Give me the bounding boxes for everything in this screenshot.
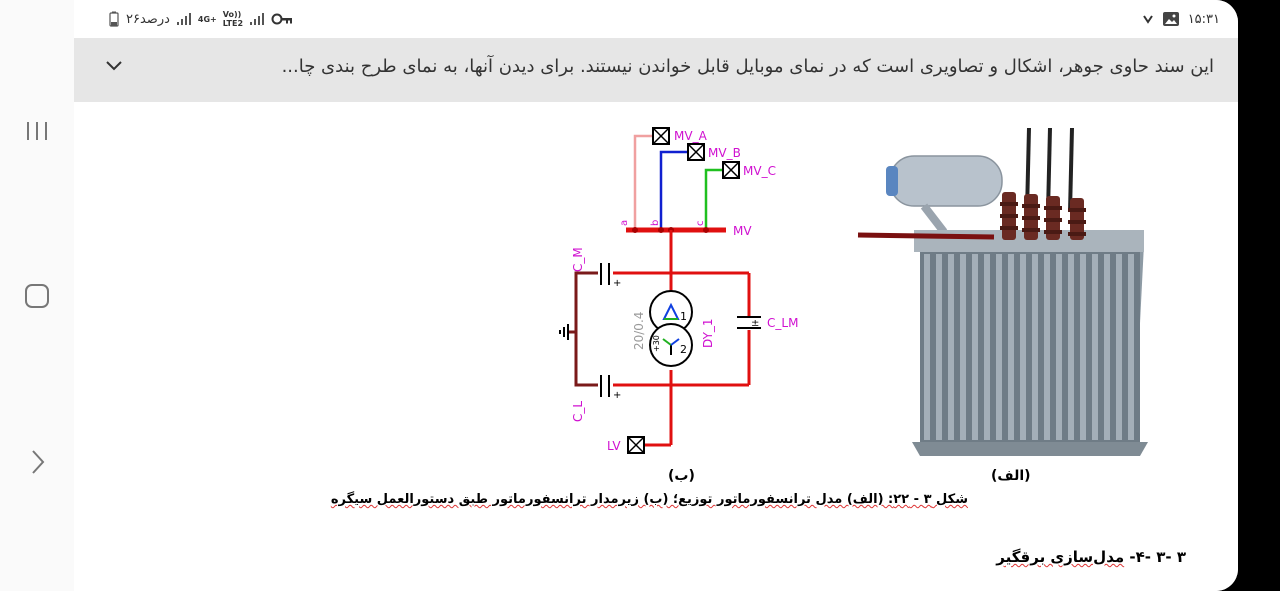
winding-1: 1	[680, 310, 687, 323]
signal-icon	[249, 12, 265, 26]
label-mv: MV	[733, 224, 752, 238]
recents-icon	[24, 119, 50, 143]
label-phase-b: b	[650, 219, 661, 226]
image-icon	[1162, 11, 1180, 27]
document-view	[74, 102, 1238, 591]
status-right	[1142, 11, 1220, 27]
figure-label-a: (الف)	[991, 468, 1031, 484]
network-type	[198, 15, 217, 24]
key-icon	[271, 12, 293, 26]
figure-canvas	[74, 102, 1238, 591]
label-lv: LV	[607, 439, 621, 453]
connection-arrow	[858, 235, 994, 237]
label-ratio: 20/0.4	[632, 311, 646, 350]
terminal-mv-c	[723, 162, 739, 178]
label-phase-c: c	[695, 220, 706, 226]
volte-indicator	[223, 10, 243, 28]
chevron-down-icon	[104, 59, 124, 73]
volte-top: Vo))	[222, 10, 242, 19]
battery-icon	[108, 11, 120, 27]
label-mv-b: MV_B	[708, 146, 741, 160]
status-bar	[74, 0, 1238, 38]
winding-2: 2	[680, 343, 687, 356]
section-number: ۳ -۳ -۴-	[1129, 548, 1186, 566]
label-mv-a: MV_A	[674, 129, 707, 143]
wire-phase-a	[635, 136, 652, 230]
terminal-mv-a	[653, 128, 669, 144]
label-phase-a: a	[619, 219, 630, 226]
phone-screen	[74, 0, 1238, 591]
banner-text: این سند حاوی جوهر، اشکال و تصاویری است که در نمای موبایل قابل خواندن نیستند. برای دیدن آنها، به نمای طرح بندی چا...	[281, 56, 1214, 77]
terminal-mv-b	[688, 144, 704, 160]
home-button[interactable]	[18, 277, 56, 315]
clock: ۱۵:۳۱	[1187, 11, 1220, 27]
signal-icon	[176, 12, 192, 26]
phase-shift: +30	[652, 335, 661, 352]
network-type-top: 4G+	[197, 14, 217, 24]
back-icon	[27, 448, 47, 476]
c-l-plus: +	[613, 390, 622, 401]
volte-bottom: LTE2	[222, 19, 244, 28]
wire-phase-c	[706, 170, 722, 230]
circuit-diagram	[560, 128, 798, 453]
label-dy: DY_1	[701, 318, 715, 348]
transformer-photo	[858, 128, 1148, 456]
back-button[interactable]	[18, 443, 56, 481]
c-lm-polarity: ±	[751, 318, 760, 329]
ground-symbol	[560, 324, 568, 340]
transformer-symbol	[650, 291, 692, 366]
label-c-lm: C_LM	[767, 316, 799, 330]
navigation-bar	[0, 0, 74, 591]
chevron-down-icon	[1142, 14, 1154, 24]
battery-percent: ۲۶درصد	[126, 11, 170, 27]
label-c-m: C_M	[571, 247, 585, 272]
radiator-fins	[920, 252, 1140, 442]
status-left	[108, 10, 293, 28]
recents-button[interactable]	[18, 112, 56, 150]
section-title: مدل‌سازی برقگیر	[996, 548, 1125, 566]
mobile-view-banner[interactable]	[74, 38, 1238, 102]
ground-wire	[576, 273, 598, 385]
label-c-l: C_L	[571, 400, 585, 422]
section-heading	[996, 548, 1186, 566]
wire-phase-b	[661, 152, 687, 230]
figure-label-b: (ب)	[668, 468, 695, 484]
home-icon	[24, 283, 50, 309]
figure-caption: شکل ۳ - ۲۲: (الف) مدل ترانسفورماتور توزیع؛ (ب) زیرمدار ترانسفورماتور طبق دستورالعمل سیگره	[330, 492, 968, 507]
label-mv-c: MV_C	[743, 164, 776, 178]
banner-expand-button[interactable]	[104, 58, 124, 77]
terminal-lv	[628, 437, 644, 453]
c-m-plus: +	[613, 278, 622, 289]
